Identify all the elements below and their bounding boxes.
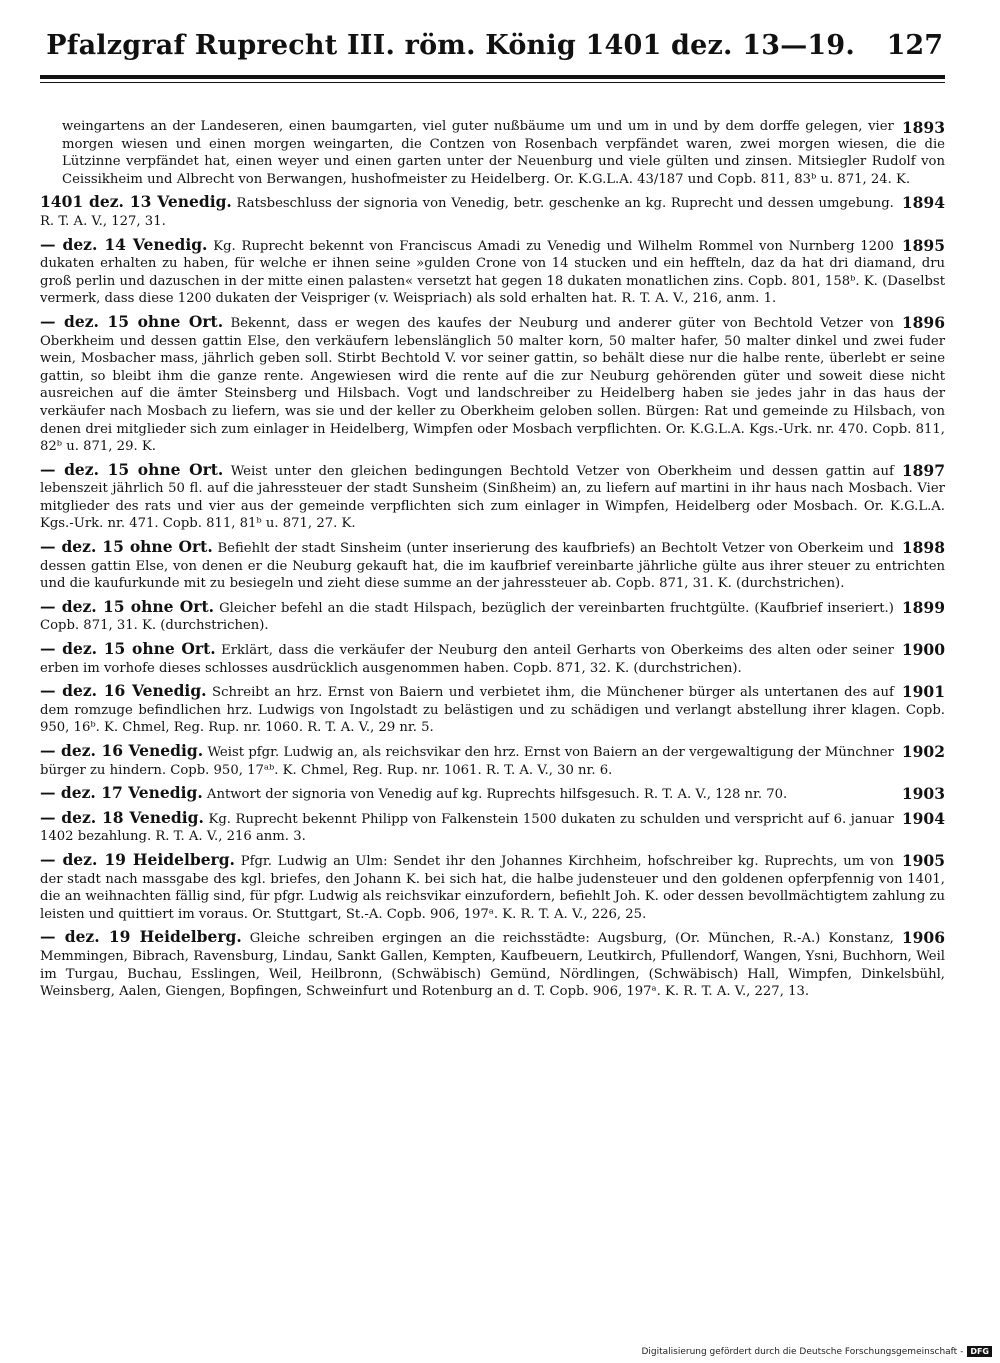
- regest-text: Antwort der signoria von Venedig auf kg. Ruprechts hilfsgesuch. R. T. A. V., 128 nr. 70.: [206, 787, 788, 803]
- regest-date-place: — dez. 16 Venedig.: [40, 681, 207, 701]
- regest-entry: [40, 313, 945, 456]
- regest-entry: [40, 809, 945, 846]
- regest-number: 1904: [901, 808, 945, 828]
- regest-entry: [40, 640, 945, 677]
- regest-entry: [40, 598, 945, 635]
- regest-number: 1894: [901, 193, 945, 213]
- regest-entry: [40, 742, 945, 779]
- regest-number: 1896: [901, 312, 945, 332]
- digitization-footer: [641, 1346, 992, 1357]
- regest-entry: [40, 461, 945, 533]
- regest-date-place: 1401 dez. 13 Venedig.: [40, 192, 232, 212]
- regest-text: Weist pfgr. Ludwig an, als reichsvikar den hrz. Ernst von Baiern an der vergewaltigung der Münchner bürger zu hindern. Copb. 950, 17ᵃᵇ. K. Chmel, Reg. Rup. nr. 1061. R. T. A. V., 30 nr. 6.: [40, 745, 894, 778]
- regest-date-place: — dez. 18 Venedig.: [40, 807, 204, 827]
- dfg-logo: DFG: [967, 1346, 992, 1357]
- regest-number: 1902: [901, 742, 945, 761]
- regest-text: Kg. Ruprecht bekennt Philipp von Falkenstein 1500 dukaten zu schulden und verspricht auf 6. januar 1402 bezahlung. R. T. A. V., 216 anm. 3.: [40, 811, 894, 845]
- regest-text: weingartens an der Landeseren, einen baumgarten, viel guter nußbäume um und um in und by dem dorffe gelegen, vier morgen wiesen und einen morgen weingarten, die Contzen von Rosenbach verpfändet waren, zwei morgen wiesen, die die Lützinne verpfändet hat, einen weyer und einen garten unter der Neuenburg und viele gülten und zinsen. Mitsiegler Rudolf von Ceissikheim und Albrecht von Berwangen, hushofmeister zu Heidelberg. Or. K.G.L.A. 43/187 und Copb. 811, 83ᵇ u. 871, 24. K.: [62, 119, 945, 187]
- regest-entry: [40, 193, 945, 230]
- regest-date-place: — dez. 19 Heidelberg.: [40, 927, 242, 947]
- regest-text: Bekennt, dass er wegen des kaufes der Neuburg und anderer güter von Bechtold Vetzer von Oberkheim und dessen gattin Else, den verkäufern lebenslänglich 50 malter korn, 50 malter hafer, 50 malter dinkel und zwei fuder wein, Mosbacher mass, jährlich geben soll. Stirbt Bechtold V. vor seiner gattin, so behält diese nur die halbe rente, überlebt er seine gattin, so bleibt ihm die ganze rente. Angewiesen wird die rente auf die zur Neuburg gehörenden güter und soweit diese nicht ausreichen auf die ämter Steinsberg und Hilsbach. Vogt und landschreiber zu Heidelberg haben sie jedes jahr in das haus der verkäufer nach Mosbach zu liefern, was sie und der keller zu Oberkheim geloben sollen. Bürgen: Rat und gemeinde zu Hilsbach, von denen drei mitglieder sich zum einlager in Heidelberg, Wimpfen oder Mosbach verpflichten. Or. K.G.L.A. Kgs.-Urk. nr. 470. Copb. 811, 82ᵇ u. 871, 29. K.: [40, 315, 945, 455]
- regest-entry: [40, 851, 945, 923]
- regest-entry: [40, 118, 945, 188]
- regest-number: 1897: [901, 460, 945, 480]
- regest-date-place: — dez. 15 ohne Ort.: [40, 311, 224, 331]
- regest-date-place: — dez. 16 Venedig.: [40, 741, 204, 760]
- page-title: Pfalzgraf Ruprecht III. röm. König 1401 dez. 13—19.: [46, 30, 855, 61]
- regest-date-place: — dez. 14 Venedig.: [40, 234, 208, 254]
- regest-date-place: — dez. 15 ohne Ort.: [40, 459, 224, 479]
- regest-number: 1895: [901, 235, 945, 255]
- page-number: 127: [886, 30, 943, 61]
- regest-entry: [40, 236, 945, 308]
- regest-text: Gleicher befehl an die stadt Hilspach, bezüglich der vereinbarten fruchtgülte. (Kaufbrief inseriert.) Copb. 871, 31. K. (durchstrichen).: [40, 600, 894, 634]
- regest-text: Ratsbeschluss der signoria von Venedig, betr. geschenke an kg. Ruprecht und dessen umgebung. R. T. A. V., 127, 31.: [40, 196, 894, 229]
- regest-text: Gleiche schreiben ergingen an die reichsstädte: Augsburg, (Or. München, R.-A.) Konstanz, Memmingen, Bibrach, Ravensburg, Lindau, Sankt Gallen, Kempten, Kaufbeuern, Leutkirch, Pfullendorf, Wangen, Ysni, Buchhorn, Weil im Turgau, Buchau, Esslingen, Weil, Heilbronn, (Schwäbisch) Gemünd, Nördlingen, (Schwäbisch) Hall, Wimpfen, Dinkelsbühl, Weinsberg, Aalen, Giengen, Bopfingen, Schweinfurt und Rotenburg an d. T. Copb. 906, 197ᵃ. K. R. T. A. V., 227, 13.: [40, 931, 945, 1000]
- regest-number: 1905: [901, 850, 945, 870]
- regest-date-place: — dez. 15 ohne Ort.: [40, 596, 215, 616]
- regest-number: 1899: [901, 597, 945, 617]
- regest-date-place: — dez. 15 ohne Ort.: [40, 537, 213, 557]
- regest-text: Weist unter den gleichen bedingungen Bechtold Vetzer von Oberkheim und dessen gattin auf lebenszeit jährlich 50 fl. auf die jahressteuer der stadt Sunsheim (Sinßheim) an, zu liefern auf martini in ihr haus nach Mosbach. Vier mitglieder des rats und vier aus der gemeinde verpflichten sich zum einlager in Wimpfen, Heidelberg oder Mosbach. Or. K.G.L.A. Kgs.-Urk. nr. 471. Copb. 811, 81ᵇ u. 871, 27. K.: [40, 463, 945, 532]
- regest-entry: [40, 538, 945, 593]
- page-header: [40, 30, 945, 74]
- regest-text: Pfgr. Ludwig an Ulm: Sendet ihr den Johannes Kirchheim, hofschreiber kg. Ruprechts, um von der stadt nach massgabe des kgl. briefes, den Johann K. bei sich hat, die halbe judensteuer und den goldenen opferpfennig von 1401, die an weihnachten fällig sind, für pfgr. Ludwig als reichsvikar einzufordern, befiehlt Joh. K. oder dessen bevollmächtigtem zahlung zu leisten und quittiert im voraus. Or. Stuttgart, St.-A. Copb. 906, 197ᵃ. K. R. T. A. V., 226, 25.: [40, 853, 945, 922]
- header-rule-thin: [40, 82, 945, 83]
- regest-entry: [40, 784, 945, 804]
- header-rule-thick: [40, 75, 945, 79]
- regest-text: Erklärt, dass die verkäufer der Neuburg den anteil Gerharts von Oberkeims des alten oder seiner erben im vorhofe dieses schlosses ausdrücklich ausgenommen haben. Copb. 871, 32. K. (durchstrichen).: [40, 643, 894, 676]
- regest-text: Kg. Ruprecht bekennt von Franciscus Amadi zu Venedig und Wilhelm Rommel von Nurnberg 1200 dukaten erhalten zu haben, für welche er ihnen seine »gulden Crone von 14 stucken und ein heffteln, daz da hat dri diamand, dru groß perlin und dazuschen in der mitte einen palasten« versetzt hat gegen 18 dukaten monatlichen zins. Copb. 801, 158ᵇ. K. (Daselbst vermerk, dass diese 1200 dukaten der Veispriger (v. Weispriach) als sold erhalten hat. R. T. A. V., 216, anm. 1.: [40, 238, 945, 307]
- regest-number: 1893: [901, 118, 945, 137]
- regest-entry: [40, 928, 945, 1000]
- regest-date-place: — dez. 15 ohne Ort.: [40, 639, 216, 659]
- regest-date-place: — dez. 19 Heidelberg.: [40, 849, 235, 869]
- regest-number: 1898: [901, 538, 945, 558]
- footer-credit: Digitalisierung gefördert durch die Deutsche Forschungsgemeinschaft -: [641, 1346, 964, 1357]
- regest-number: 1900: [901, 640, 945, 660]
- regest-number: 1901: [901, 682, 945, 702]
- regest-text: Schreibt an hrz. Ernst von Baiern und verbietet ihm, die Münchener bürger als untertanen des auf dem romzuge befindlichen hrz. Ludwigs von Ingolstadt zu belästigen und zu schädigen und verlangt abstellung ihrer klagen. Copb. 950, 16ᵇ. K. Chmel, Reg. Rup. nr. 1060. R. T. A. V., 29 nr. 5.: [40, 685, 945, 736]
- regest-number: 1903: [901, 784, 945, 804]
- regesta-list: [40, 118, 945, 1006]
- regest-entry: [40, 682, 945, 737]
- regest-text: Befiehlt der stadt Sinsheim (unter inserierung des kaufbriefs) an Bechtolt Vetzer von Oberkeim und dessen gattin Else, von denen er die Neuburg gekauft hat, die im kaufbrief vereinbarte jährliche gülte aus ihrer steuer zu entrichten und die kaufurkunde mit zu besiegeln und zieht diese summe an der jahressteuer ab. Copb. 871, 31. K. (durchstrichen).: [40, 541, 945, 592]
- regest-number: 1906: [901, 928, 945, 948]
- regest-date-place: — dez. 17 Venedig.: [40, 783, 203, 803]
